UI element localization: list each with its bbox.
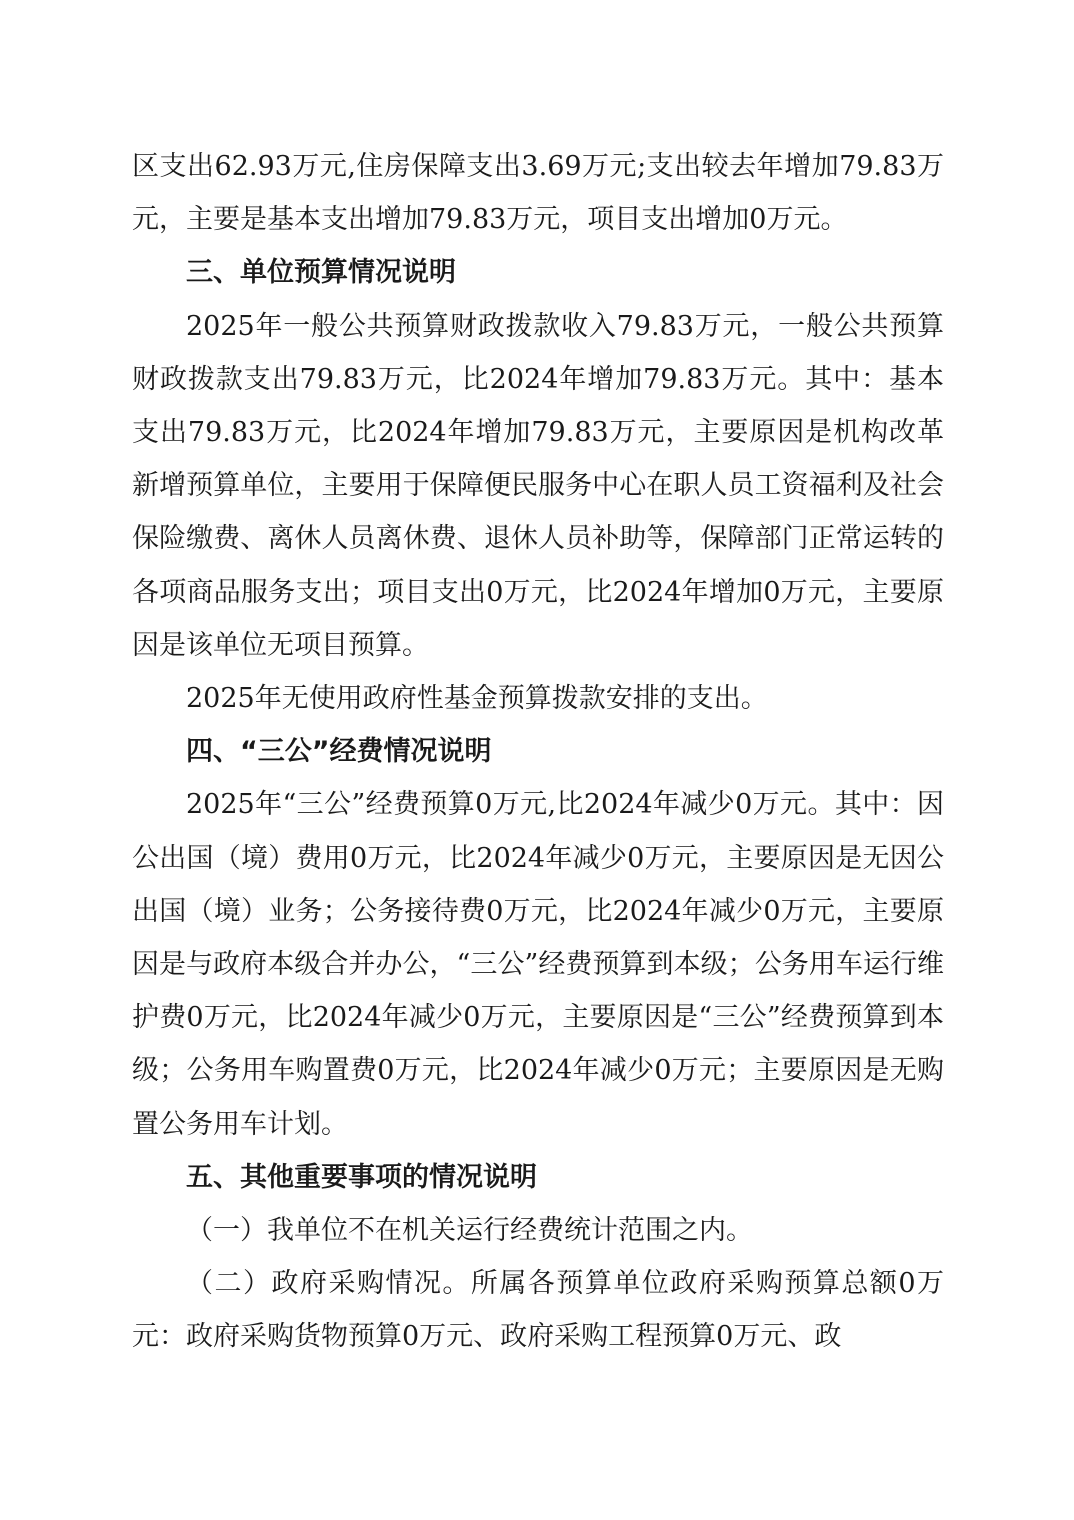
paragraph-general-budget: 2025年一般公共预算财政拨款收入79.83万元，一般公共预算财政拨款支出79.83万元，比2024年增加79.83万元。其中：基本支出79.83万元，比2024年增加79.83万元，主要原因是机构改革新增预算单位，主要用于保障便民服务中心在职人员工资福利及社会保险缴费、离休人员离休费、退休人员补助等，保障部门正常运转的各项商品服务支出；项目支出0万元，比2024年增加0万元，主要原因是该单位无项目预算。 <box>132 310 944 661</box>
paragraph-procurement: （二）政府采购情况。所属各预算单位政府采购预算总额0万元：政府采购货物预算0万元、政府采购工程预算0万元、政 <box>132 1268 944 1353</box>
section-heading-three-public: 四、“三公”经费情况说明 <box>186 736 492 768</box>
paragraph-government-fund: 2025年无使用政府性基金预算拨款安排的支出。 <box>186 683 768 715</box>
paragraph-continuation: 区支出62.93万元,住房保障支出3.69万元;支出较去年增加79.83万元，主要是基本支出增加79.83万元，项目支出增加0万元。 <box>132 151 944 236</box>
section-heading-other-matters: 五、其他重要事项的情况说明 <box>186 1161 537 1193</box>
paragraph-three-public-expenses: 2025年“三公”经费预算0万元,比2024年减少0万元。其中：因公出国（境）费用0万元，比2024年减少0万元，主要原因是无因公出国（境）业务；公务接待费0万元，比2024年减少0万元，主要原因是与政府本级合并办公，“三公”经费预算到本级；公务用车运行维护费0万元，比2024年减少0万元，主要原因是“三公”经费预算到本级；公务用车购置费0万元，比2024年减少0万元；主要原因是无购置公务用车计划。 <box>132 789 944 1140</box>
section-heading-unit-budget: 三、单位预算情况说明 <box>186 257 456 289</box>
paragraph-operating-expenses: （一）我单位不在机关运行经费统计范围之内。 <box>186 1215 753 1247</box>
document-page <box>132 140 944 1364</box>
